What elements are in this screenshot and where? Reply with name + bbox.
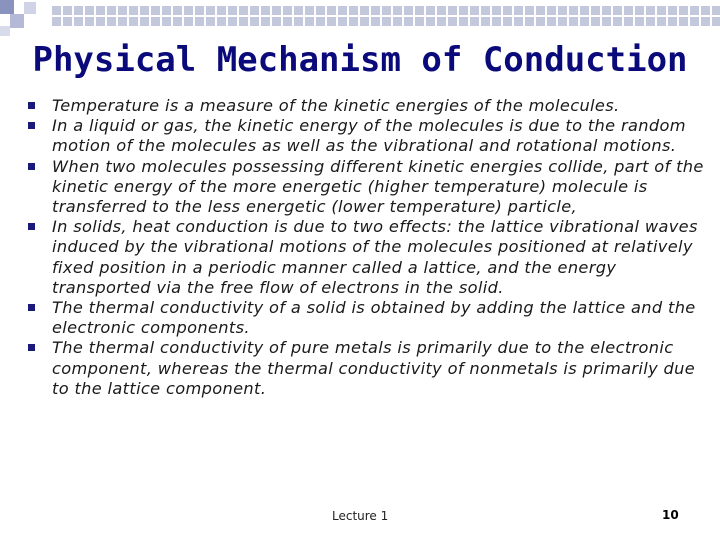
bullet-item bbox=[28, 116, 708, 156]
square-bullet-icon bbox=[28, 223, 35, 230]
square-bullet-icon bbox=[28, 344, 35, 351]
decorative-square bbox=[10, 14, 24, 28]
emphasized-term: lattice bbox=[423, 257, 477, 277]
bullet-text: The thermal conductivity of a solid is obtained by adding the lattice and the electronic components. bbox=[52, 298, 696, 338]
bullet-item bbox=[28, 217, 708, 298]
bullet-text-part: In solids, heat conduction is due to two effects: the lattice vibrational waves induced by the vibrational motions of the molecules positioned at relatively fixed position in a periodic manner called a bbox=[52, 217, 698, 277]
slide-title: Physical Mechanism of Conduction bbox=[32, 40, 688, 80]
page-number: 10 bbox=[662, 508, 679, 522]
decorative-square bbox=[0, 26, 10, 36]
bullet-item bbox=[28, 96, 708, 116]
footer-label: Lecture 1 bbox=[332, 509, 389, 523]
bullet-text: The thermal conductivity of pure metals is primarily due to the electronic component, whereas the thermal conductivity of nonmetals is primarily due to the lattice component. bbox=[52, 338, 696, 398]
decorative-square bbox=[24, 2, 36, 14]
square-bullet-icon bbox=[28, 304, 35, 311]
bullet-text: In a liquid or gas, the kinetic energy of the molecules is due to the random motion of the molecules as well as the vibrational and rotational motions. bbox=[52, 116, 686, 156]
bullet-item bbox=[28, 298, 708, 338]
bullet-item bbox=[28, 338, 708, 399]
bullet-list bbox=[28, 96, 708, 399]
decorative-square bbox=[0, 0, 14, 14]
decorative-header-bar bbox=[52, 4, 720, 26]
square-bullet-icon bbox=[28, 102, 35, 109]
bullet-text-part: , and the energy transported via the free flow of electrons in the solid. bbox=[52, 257, 617, 297]
bullet-item bbox=[28, 157, 708, 218]
square-bullet-icon bbox=[28, 163, 35, 170]
bullet-text: Temperature is a measure of the kinetic energies of the molecules. bbox=[52, 96, 620, 115]
bullet-text: When two molecules possessing different kinetic energies collide, part of the kinetic energy of the more energetic (higher temperature) molecule is transferred to the less energetic (lower temperature) particle, bbox=[52, 156, 704, 217]
square-bullet-icon bbox=[28, 122, 35, 129]
